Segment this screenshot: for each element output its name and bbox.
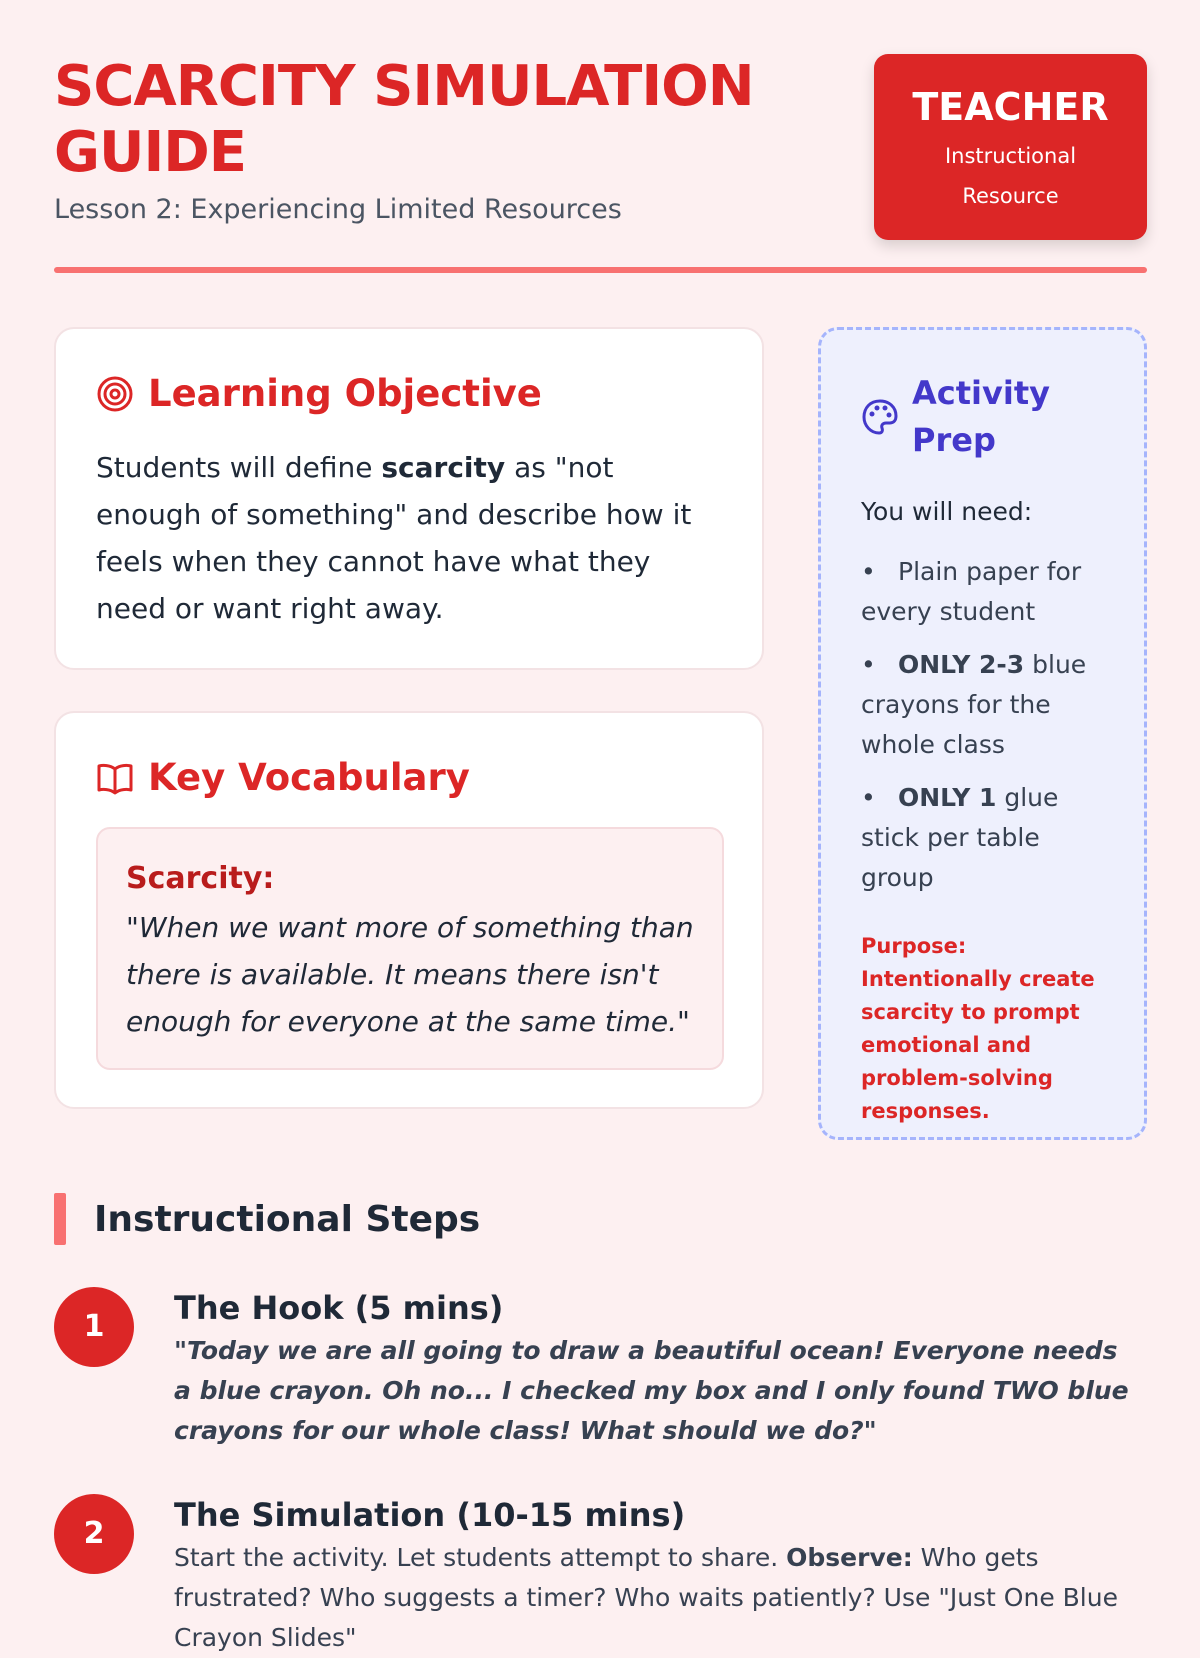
page-header	[54, 54, 1147, 274]
palette-icon	[861, 398, 899, 436]
objective-keyword: scarcity	[381, 451, 506, 484]
page-title: SCARCITY SIMULATION GUIDE	[54, 54, 754, 185]
learning-objective-card	[54, 327, 764, 670]
target-icon	[96, 375, 134, 413]
learning-objective-text	[96, 444, 726, 632]
prep-purpose-note: Purpose: Intentionally create scarcity to prompt emotional and problem-solving responses.	[861, 934, 1095, 1123]
objective-text-start: Students will define	[96, 451, 382, 484]
bullet-icon: •	[861, 557, 876, 586]
materials-list	[861, 552, 1111, 911]
material-item-text: Plain paper for every student	[861, 557, 1082, 626]
teacher-badge	[874, 54, 1147, 240]
step-number-badge: 2	[54, 1494, 134, 1574]
material-item-text: glue stick per table group	[861, 783, 1059, 892]
material-item-emphasis: ONLY 2-3	[898, 650, 1025, 679]
key-vocabulary-label: Key Vocabulary	[148, 756, 470, 799]
badge-subtitle: Instructional Resource	[944, 144, 1077, 208]
key-vocabulary-card	[54, 711, 764, 1109]
step-title: The Simulation (10-15 mins)	[174, 1496, 686, 1534]
material-item	[861, 552, 1111, 632]
step-description	[174, 1538, 1134, 1658]
badge-title: TEACHER	[912, 85, 1109, 129]
material-item-text: blue crayons for the whole class	[861, 650, 1087, 759]
section-accent-bar	[54, 1193, 66, 1245]
activity-prep-title: Activity Prep	[912, 374, 1050, 459]
activity-prep-panel	[818, 327, 1147, 1140]
step-item	[54, 1285, 1147, 1455]
material-item	[861, 645, 1111, 765]
activity-prep-heading	[861, 370, 1121, 466]
objective-text-end: as "not enough of something" and describe how it feels when they cannot have what they need or want right away.	[96, 451, 692, 625]
learning-objective-label: Learning Objective	[148, 372, 542, 415]
bullet-icon: •	[861, 650, 876, 679]
material-item-emphasis: ONLY 1	[898, 783, 997, 812]
step-title: The Hook (5 mins)	[174, 1289, 504, 1327]
page-subtitle: Lesson 2: Experiencing Limited Resources	[54, 194, 622, 225]
vocabulary-definition-box	[96, 827, 724, 1070]
step-script: "Today we are all going to draw a beautiful ocean! Everyone needs a blue crayon. Oh no... I checked my box and I only found TWO blue crayons for our whole class! What should we do?"	[174, 1336, 1129, 1445]
step-number-badge: 1	[54, 1287, 134, 1367]
bullet-icon: •	[861, 783, 876, 812]
material-item	[861, 778, 1111, 898]
header-divider	[54, 267, 1147, 273]
step-text-start: Start the activity. Let students attempt to share.	[174, 1543, 787, 1572]
instructional-steps-title: Instructional Steps	[94, 1199, 481, 1240]
vocabulary-definition: "When we want more of something than there is available. It means there isn't enough for everyone at the same time."	[126, 911, 694, 1038]
open-book-icon	[96, 759, 134, 797]
step-text-emphasis: Observe:	[786, 1543, 913, 1572]
step-text-end: Who gets frustrated? Who suggests a timer? Who waits patiently? Use "Just One Blue Crayon Slides"	[174, 1543, 1118, 1652]
vocabulary-term: Scarcity:	[126, 861, 275, 896]
step-item	[54, 1492, 1147, 1652]
prep-need-label: You will need:	[861, 497, 1033, 526]
